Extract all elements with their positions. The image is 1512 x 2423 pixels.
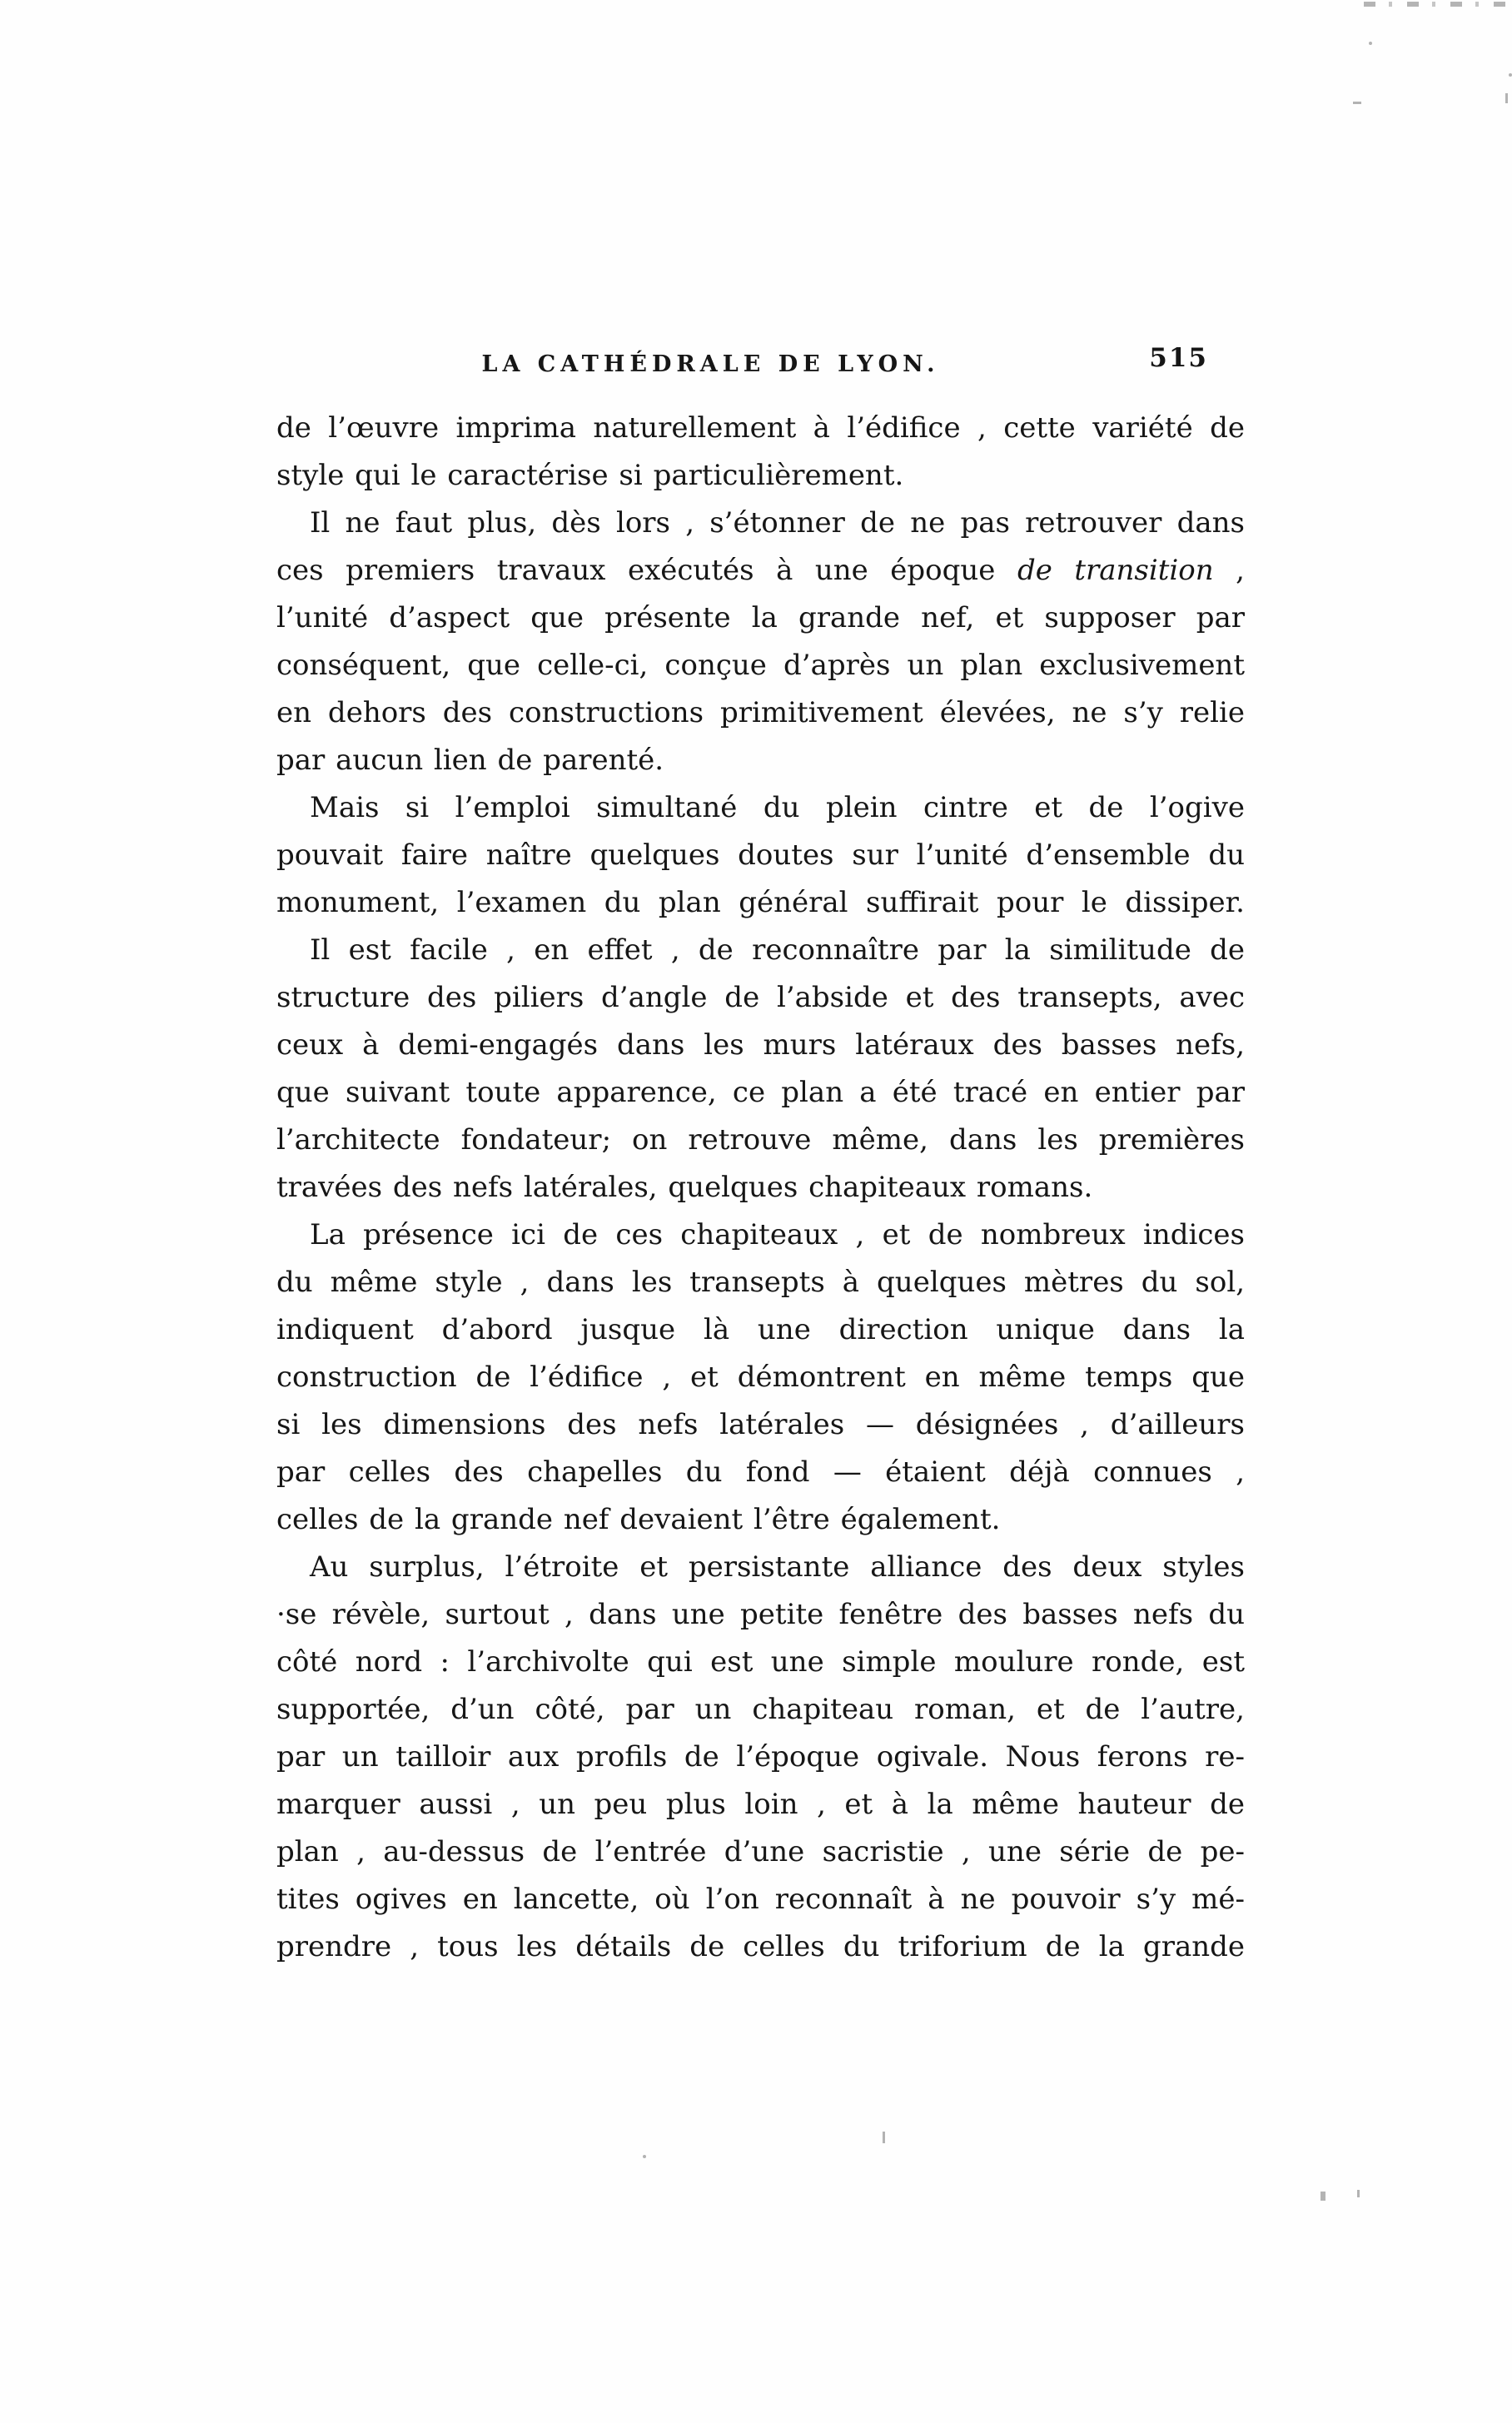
text-line	[276, 547, 1245, 595]
text-segment: ces premiers travaux exécutés à une époque	[276, 554, 1017, 587]
text-line: monument, l’examen du plan général suffirait pour le dissiper.	[276, 886, 1245, 919]
text-line: par un tailloir aux profils de l’époque ogivale. Nous ferons re-	[276, 1740, 1245, 1774]
text-line: l’unité d’aspect que présente la grande nef, et supposer par	[276, 601, 1245, 634]
text-line: de l’œuvre imprima naturellement à l’édifice , cette variété de	[276, 411, 1245, 445]
text-line: tites ogives en lancette, où l’on reconnaît à ne pouvoir s’y mé-	[276, 1883, 1245, 1916]
text-line: que suivant toute apparence, ce plan a été tracé en entier par	[276, 1076, 1245, 1109]
text-line: côté nord : l’archivolte qui est une simple moulure ronde, est	[276, 1645, 1245, 1679]
text-line: par celles des chapelles du fond — étaient déjà connues ,	[276, 1455, 1245, 1489]
text-block	[276, 343, 1245, 1971]
scan-artifact	[1509, 73, 1512, 77]
text-line: supportée, d’un côté, par un chapiteau roman, et de l’autre,	[276, 1693, 1245, 1726]
text-line: Mais si l’emploi simultané du plein cintre et de l’ogive	[310, 791, 1245, 824]
text-line: marquer aussi , un peu plus loin , et à la même hauteur de	[276, 1788, 1245, 1821]
text-line: ·se révèle, surtout , dans une petite fenêtre des basses nefs du	[276, 1598, 1245, 1631]
text-line: La présence ici de ces chapiteaux , et de nombreux indices	[310, 1218, 1245, 1251]
text-line: pouvait faire naître quelques doutes sur l’unité d’ensemble du	[276, 838, 1245, 872]
scan-artifact	[1321, 2192, 1325, 2201]
scan-artifact	[1369, 42, 1372, 45]
text-line: Au surplus, l’étroite et persistante alliance des deux styles	[310, 1550, 1245, 1584]
paragraph	[276, 927, 1245, 1212]
running-title: LA CATHÉDRALE DE LYON.	[481, 351, 940, 377]
italic-phrase: de transition	[1017, 554, 1214, 587]
text-line: par aucun lien de parenté.	[276, 744, 664, 777]
running-header	[276, 343, 1245, 405]
text-line: prendre , tous les détails de celles du triforium de la grande	[276, 1930, 1245, 1963]
scan-artifact	[883, 2132, 885, 2143]
text-line: plan , au-dessus de l’entrée d’une sacristie , une série de pe-	[276, 1835, 1245, 1868]
text-line: travées des nefs latérales, quelques chapiteaux romans.	[276, 1171, 1093, 1204]
scan-artifact	[643, 2155, 646, 2158]
text-line: indiquent d’abord jusque là une direction unique dans la	[276, 1313, 1245, 1346]
text-line: conséquent, que celle-ci, conçue d’après un plan exclusivement	[276, 649, 1245, 682]
paragraph	[276, 1212, 1245, 1544]
text-line: ceux à demi-engagés dans les murs latéraux des basses nefs,	[276, 1028, 1245, 1062]
text-line: du même style , dans les transepts à quelques mètres du sol,	[276, 1266, 1245, 1299]
paragraph	[276, 500, 1245, 784]
text-line: si les dimensions des nefs latérales — désignées , d’ailleurs	[276, 1408, 1245, 1441]
text-line: en dehors des constructions primitivement élevées, ne s’y relie	[276, 696, 1245, 729]
text-line: style qui le caractérise si particulièrement.	[276, 459, 904, 492]
page-number: 515	[1149, 343, 1208, 373]
scan-artifact	[1357, 2190, 1360, 2197]
paragraph	[276, 405, 1245, 500]
scan-artifact	[1364, 2, 1507, 7]
scan-artifact	[1505, 93, 1508, 103]
text-line: Il ne faut plus, dès lors , s’étonner de ne pas retrouver dans	[310, 506, 1245, 540]
text-line: structure des piliers d’angle de l’abside et des transepts, avec	[276, 981, 1245, 1014]
text-line: construction de l’édifice , et démontrent en même temps que	[276, 1361, 1245, 1394]
text-line: l’architecte fondateur; on retrouve même, dans les premières	[276, 1123, 1245, 1157]
text-segment: ,	[1213, 554, 1245, 587]
text-line: Il est facile , en effet , de reconnaître par la similitude de	[310, 933, 1245, 967]
scan-artifact	[1353, 102, 1361, 104]
paragraph	[276, 784, 1245, 927]
paragraph	[276, 1544, 1245, 1971]
text-line: celles de la grande nef devaient l’être également.	[276, 1503, 1001, 1536]
